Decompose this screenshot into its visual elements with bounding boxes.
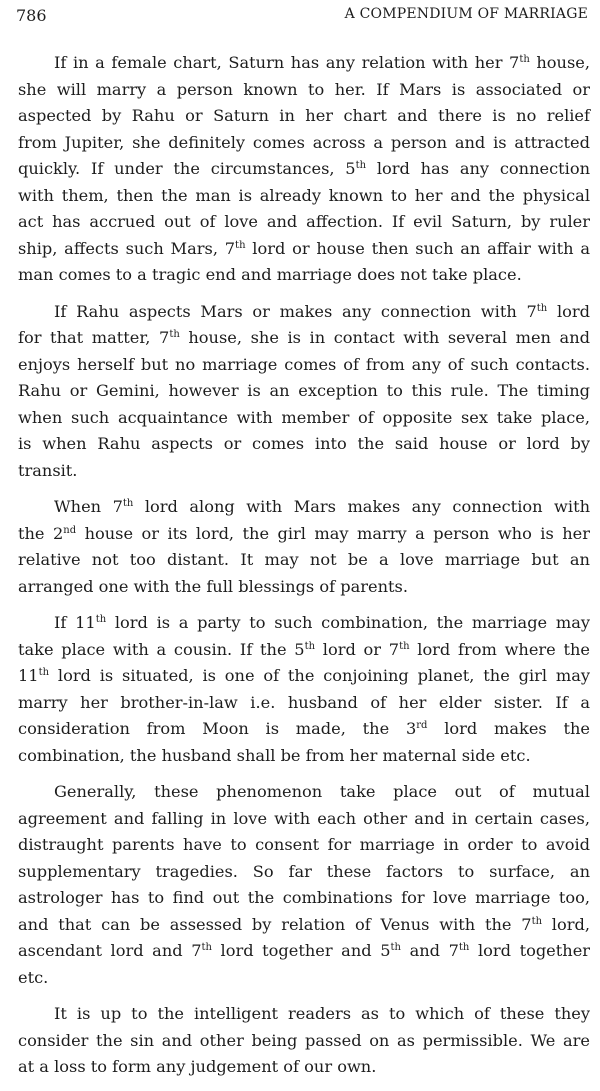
text-line: and that can be assessed by relation of Venus with the 7th lord, xyxy=(18,914,590,934)
text-line: astrologer has to find out the combinations for love marriage too, xyxy=(18,888,590,907)
text-line: If 11th lord is a party to such combination, the marriage may xyxy=(54,613,590,632)
page-body xyxy=(18,50,590,1091)
text-line: man comes to a tragic end and marriage does not take place. xyxy=(18,265,522,284)
text-line: combination, the husband shall be from her maternal side etc. xyxy=(18,745,531,765)
text-line: at a loss to form any judgement of our own. xyxy=(18,1057,377,1076)
text-line: the 2nd house or its lord, the girl may marry a person who is her xyxy=(18,523,590,543)
text-line: etc. xyxy=(18,967,49,987)
text-line: distraught parents have to consent for marriage in order to avoid xyxy=(18,835,590,854)
text-line: ship, affects such Mars, 7th lord or house then such an affair with a xyxy=(18,238,590,258)
text-line: consider the sin and other being passed on as permissible. We are xyxy=(18,1030,590,1050)
text-line: she will marry a person known to her. If Mars is associated or xyxy=(18,79,590,99)
paragraph xyxy=(18,299,590,485)
text-line: enjoys herself but no marriage comes of from any of such contacts. xyxy=(18,354,590,374)
text-line: arranged one with the full blessings of parents. xyxy=(18,576,408,596)
page-number: 786 xyxy=(16,6,47,25)
text-line: relative not too distant. It may not be a love marriage but an xyxy=(18,550,590,569)
text-line: for that matter, 7th house, she is in contact with several men and xyxy=(18,328,590,347)
text-line: Rahu or Gemini, however is an exception to this rule. The timing xyxy=(18,381,590,400)
text-line: It is up to the intelligent readers as to which of these they xyxy=(54,1004,590,1023)
text-line: agreement and falling in love with each other and in certain cases, xyxy=(18,808,590,828)
text-line: act has accrued out of love and affection. If evil Saturn, by ruler xyxy=(18,212,590,231)
text-line: is when Rahu aspects or comes into the said house or lord by xyxy=(18,434,590,453)
paragraph xyxy=(18,494,590,600)
text-line: consideration from Moon is made, the 3rd lord makes the xyxy=(18,719,590,738)
text-line: take place with a cousin. If the 5th lord or 7th lord from where the xyxy=(18,639,590,659)
text-line: aspected by Rahu or Saturn in her chart and there is no relief xyxy=(18,106,590,125)
paragraph xyxy=(18,610,590,769)
page-header xyxy=(16,6,588,30)
text-line: 11th lord is situated, is one of the conjoining planet, the girl may xyxy=(18,666,590,685)
paragraph xyxy=(18,1001,590,1081)
paragraph xyxy=(18,50,590,289)
text-line: supplementary tragedies. So far these factors to surface, an xyxy=(18,861,590,881)
text-line: when such acquaintance with member of opposite sex take place, xyxy=(18,407,590,427)
text-line: quickly. If under the circumstances, 5th lord has any connection xyxy=(18,159,590,178)
text-line: ascendant lord and 7th lord together and 5th and 7th lord together xyxy=(18,941,591,960)
text-line: When 7th lord along with Mars makes any connection with xyxy=(54,497,591,516)
text-line: If in a female chart, Saturn has any relation with her 7th house, xyxy=(54,53,591,72)
text-line: Generally, these phenomenon take place out of mutual xyxy=(54,782,590,801)
paragraph xyxy=(18,779,590,991)
text-line: If Rahu aspects Mars or makes any connection with 7th lord xyxy=(54,301,590,321)
text-line: transit. xyxy=(18,460,78,480)
text-line: with them, then the man is already known to her and the physical xyxy=(18,185,590,205)
text-line: marry her brother-in-law i.e. husband of her elder sister. If a xyxy=(18,692,590,712)
running-title: A COMPENDIUM OF MARRIAGE xyxy=(344,6,588,22)
text-line: from Jupiter, she definitely comes across a person and is attracted xyxy=(18,132,590,152)
